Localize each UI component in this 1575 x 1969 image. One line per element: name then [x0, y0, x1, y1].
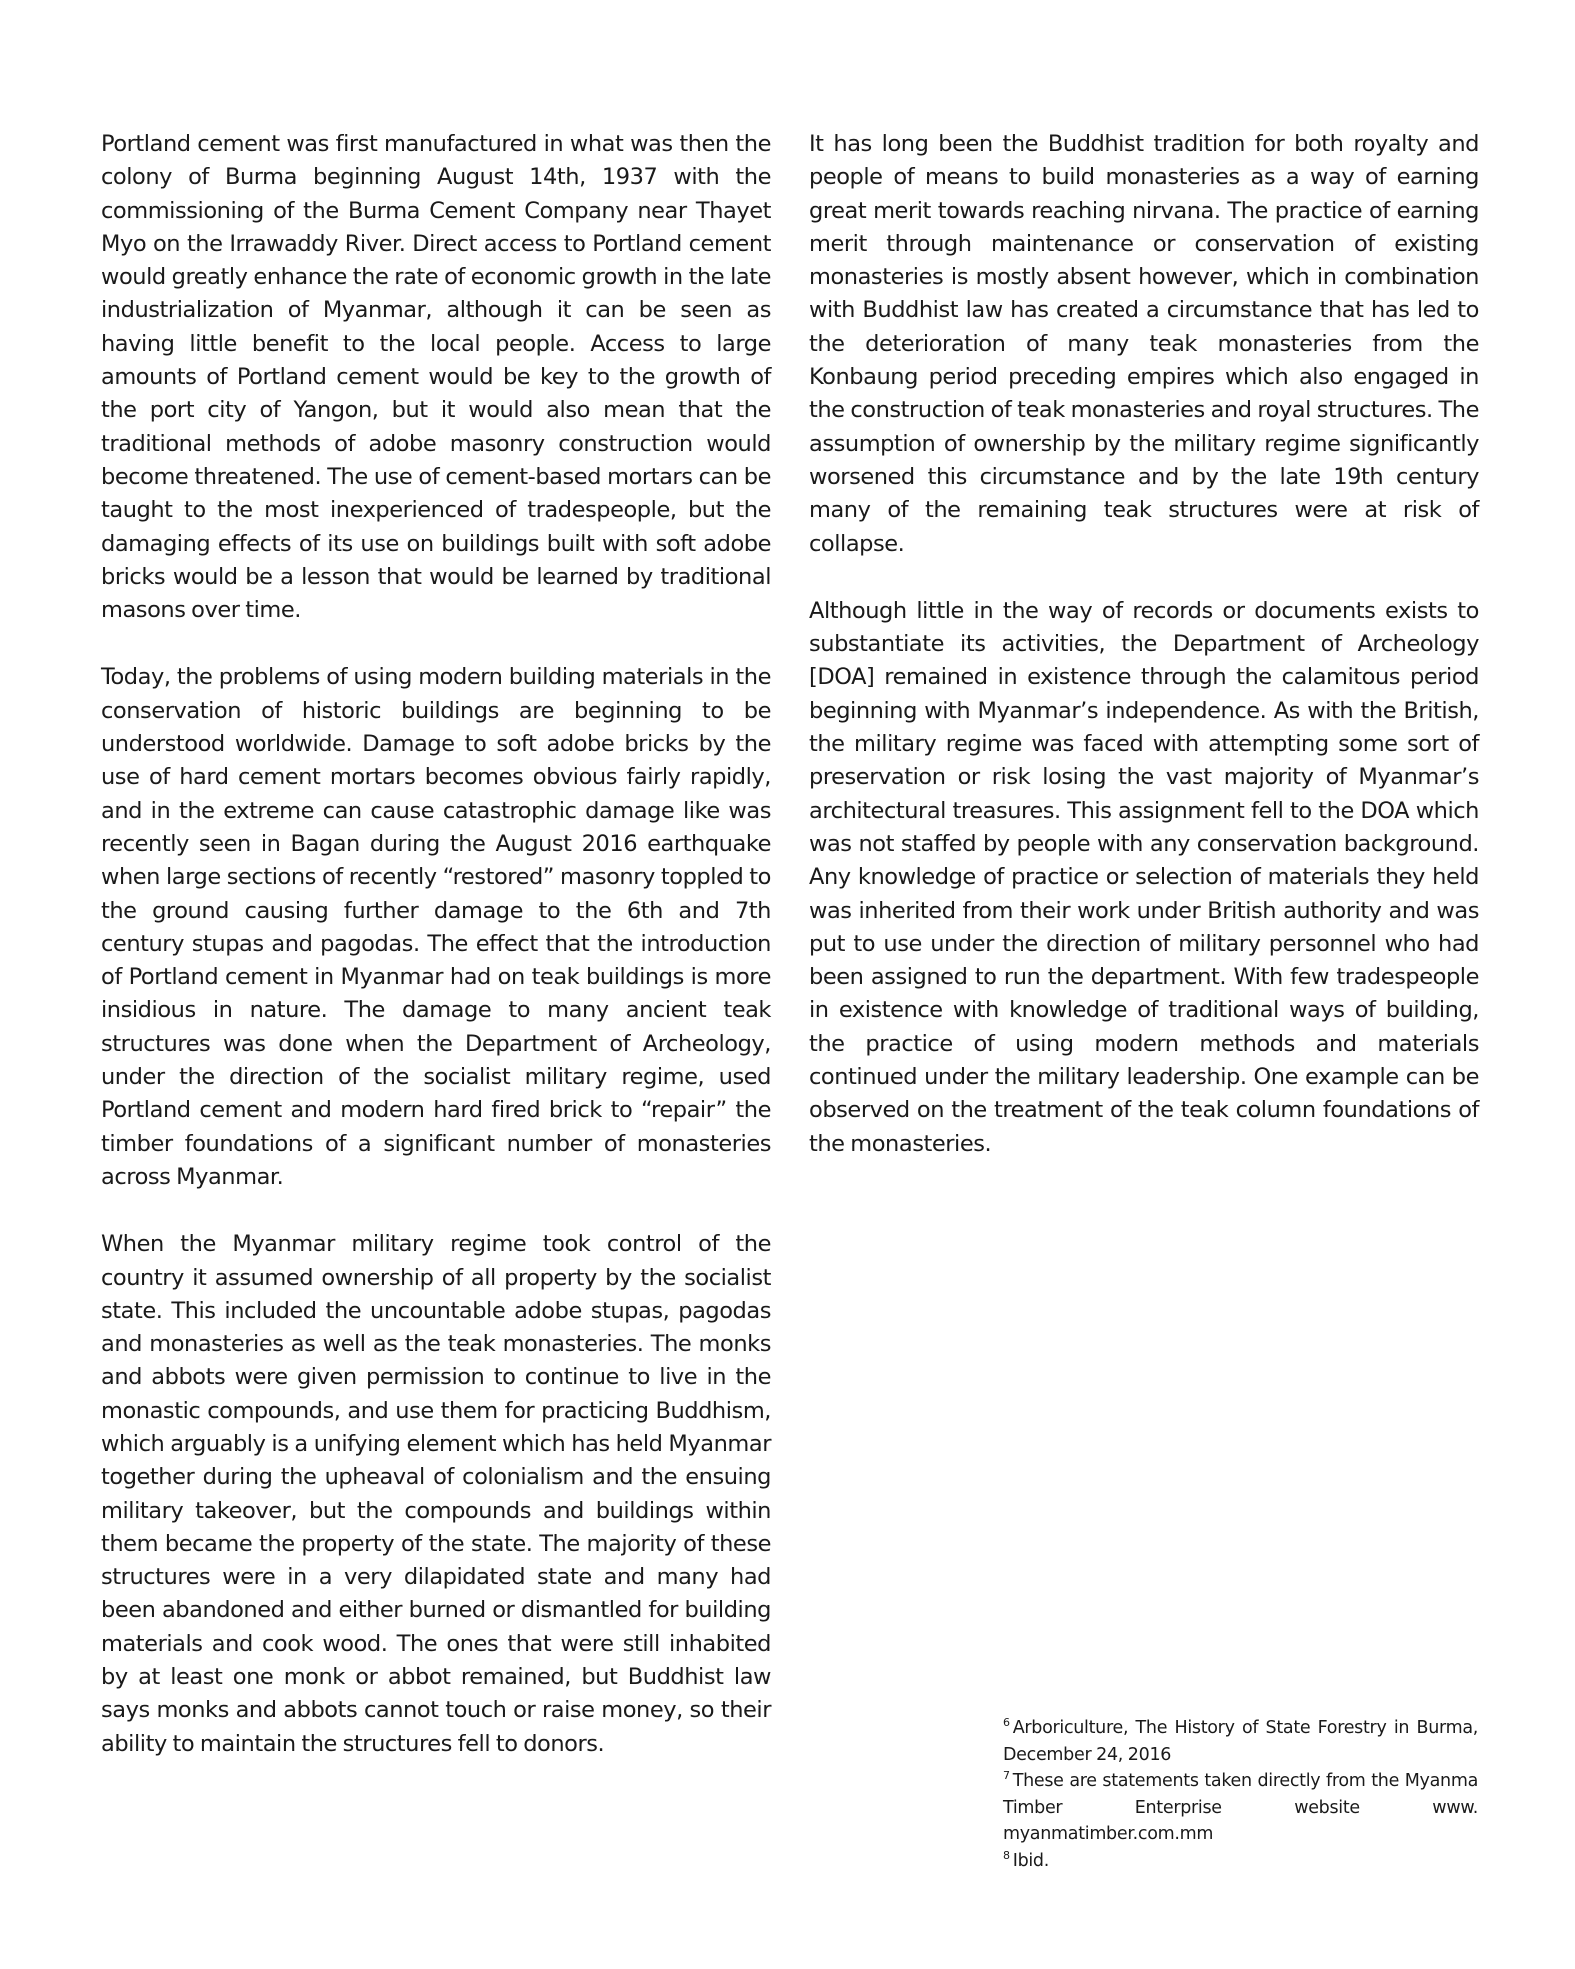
footnote-number: 7 — [1003, 1769, 1010, 1783]
body-paragraph: When the Myanmar military regime took control of the country it assumed ownership of all property by the socialist state. This included the uncountable adobe stupas, pagodas and monasteries as well as the teak monasteries. The monks and abbots were given permission to continue to live in the monastic compounds, and use them for practicing Buddhism, which arguably is a unifying element which has held Myanmar together during the upheaval of colonialism and the ensuing military takeover, but the compounds and buildings within them became the property of the state. The majority of these structures were in a very dilapidated state and many had been abandoned and either burned or dismantled for building materials and cook wood. The ones that were still inhabited by at least one monk or abbot remained, but Buddhist law says monks and abbots cannot touch or raise money, so their ability to maintain the structures fell to donors. — [101, 1231, 771, 1757]
footnote-text: These are statements taken directly from the Myanma Timber Enterprise website www. myanmatimber.com.mm — [1003, 1771, 1478, 1844]
body-paragraph: It has long been the Buddhist tradition for both royalty and people of means to build monasteries as a way of earning great merit towards reaching nirvana. The practice of earning merit through maintenance or conservation of existing monasteries is mostly absent however, which in combination with Buddhist law has created a circumstance that has led to the deterioration of many teak monasteries from the Konbaung period preceding empires which also engaged in the construction of teak monasteries and royal structures. The assumption of ownership by the military regime significantly worsened this circumstance and by the late 19th century many of the remaining teak structures were at risk of collapse. — [809, 131, 1479, 557]
footnotes — [1003, 1715, 1478, 1874]
footnote — [1003, 1715, 1478, 1768]
footnote-number: 6 — [1003, 1716, 1010, 1730]
body-paragraph: Although little in the way of records or documents exists to substantiate its activities, the Department of Archeology [DOA] remained in existence through the calamitous period beginning with Myanmar’s independence. As with the British, the military regime was faced with attempting some sort of preservation or risk losing the vast majority of Myanmar’s architectural treasures. This assignment fell to the DOA which was not staffed by people with any conservation background. Any knowledge of practice or selection of materials they held was inherited from their work under British authority and was put to use under the direction of military personnel who had been assigned to run the department. With few tradespeople in existence with knowledge of traditional ways of building, the practice of using modern methods and materials continued under the military leadership. One example can be observed on the treatment of the teak column foundations of the monasteries. — [809, 597, 1479, 1157]
body-paragraph: Portland cement was first manufactured in what was then the colony of Burma beginning August 14th, 1937 with the commissioning of the Burma Cement Company near Thayet Myo on the Irrawaddy River. Direct access to Portland cement would greatly enhance the rate of economic growth in the late industrialization of Myanmar, although it can be seen as having little benefit to the local people. Access to large amounts of Portland cement would be key to the growth of the port city of Yangon, but it would also mean that the traditional methods of adobe masonry construction would become threatened. The use of cement-based mortars can be taught to the most inexperienced of tradespeople, but the damaging effects of its use on buildings built with soft adobe bricks would be a lesson that would be learned by traditional masons over time. — [101, 131, 771, 624]
body-paragraph: Today, the problems of using modern building materials in the conservation of historic buildings are beginning to be understood worldwide. Damage to soft adobe bricks by the use of hard cement mortars becomes obvious fairly rapidly, and in the extreme can cause catastrophic damage like was recently seen in Bagan during the August 2016 earthquake when large sections of recently “restored” masonry toppled to the ground causing further damage to the 6th and 7th century stupas and pagodas. The effect that the introduction of Portland cement in Myanmar had on teak buildings is more insidious in nature. The damage to many ancient teak structures was done when the Department of Archeology, under the direction of the socialist military regime, used Portland cement and modern hard fired brick to “repair” the timber foundations of a significant number of monasteries across Myanmar. — [101, 664, 771, 1190]
footnote — [1003, 1768, 1478, 1848]
footnote — [1003, 1848, 1478, 1875]
footnote-number: 8 — [1003, 1848, 1010, 1862]
footnote-text: Arboriculture, The History of State Forestry in Burma, December 24, 2016 — [1003, 1718, 1478, 1765]
left-column — [101, 128, 771, 1795]
footnote-text: Ibid. — [1012, 1850, 1050, 1871]
right-column — [809, 128, 1479, 1195]
